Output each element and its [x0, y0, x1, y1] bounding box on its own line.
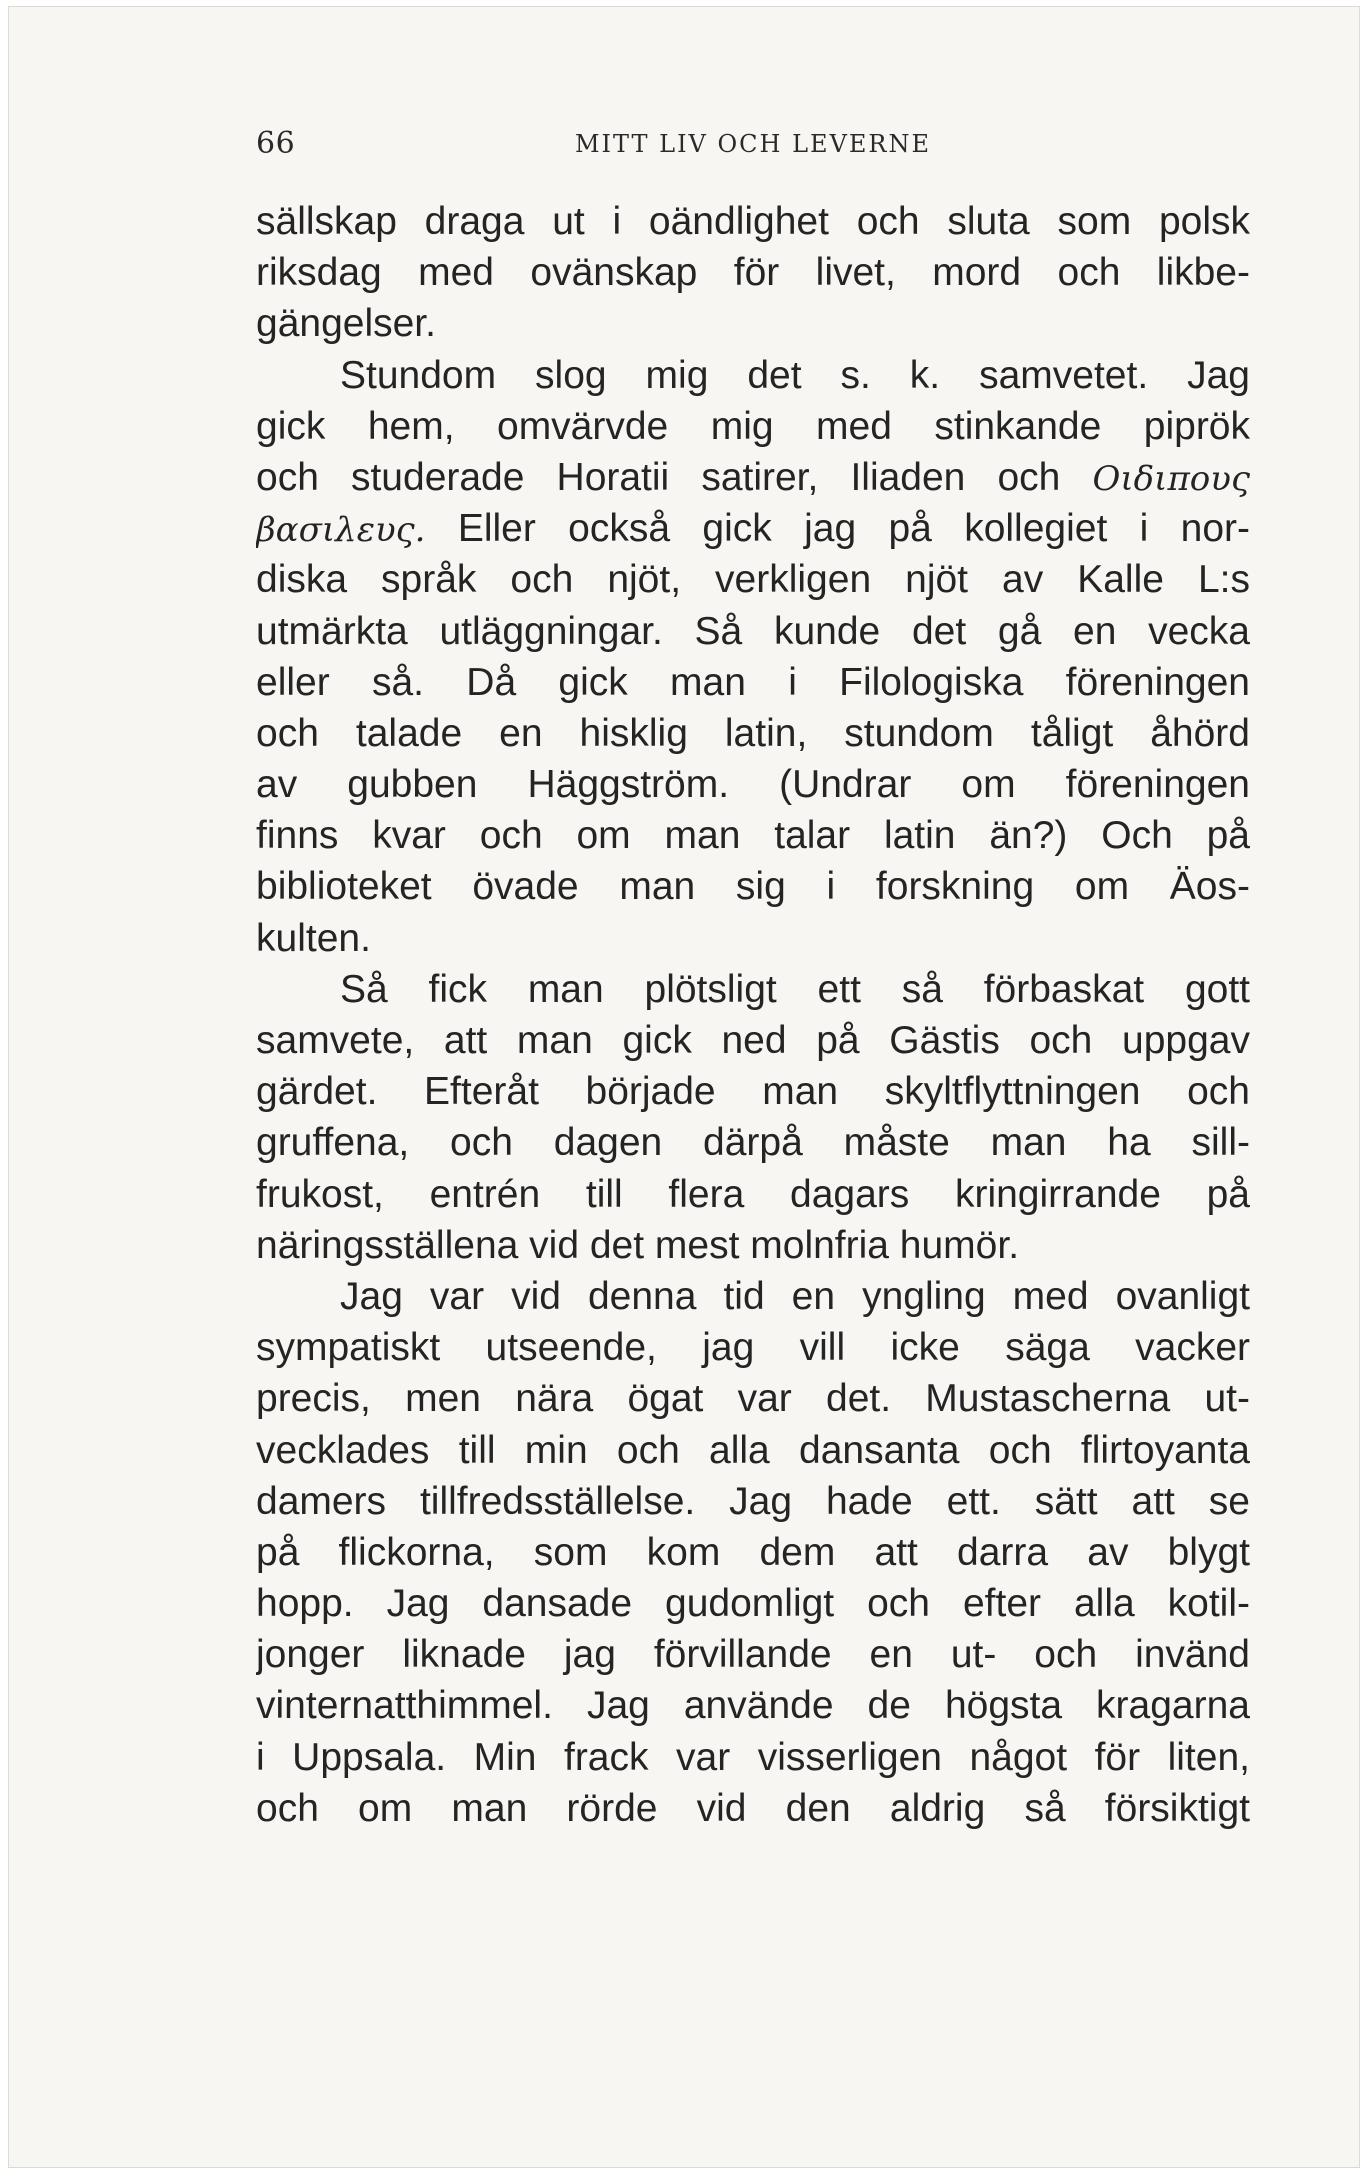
text-line: finns kvar och om man talar latin än?) Och på — [256, 814, 1250, 858]
text-line: gruffena, och dagen därpå måste man ha sill- — [256, 1121, 1250, 1165]
page-header — [256, 126, 1250, 166]
text-line: damers tillfredsställelse. Jag hade ett. sätt att se — [256, 1479, 1250, 1523]
text-line: Jag var vid denna tid en yngling med ovanligt — [340, 1274, 1250, 1318]
running-head: MITT LIV OCH LEVERNE — [574, 130, 932, 158]
text-line: vecklades till min och alla dansanta och flirtoyanta — [256, 1428, 1250, 1472]
page-number: 66 — [256, 126, 296, 161]
text-line: i Uppsala. Min frack var visserligen något för liten, — [256, 1735, 1250, 1779]
text-line: av gubben Häggström. (Undrar om föreningen — [256, 763, 1250, 807]
text-line: gärdet. Efteråt började man skyltflyttningen och — [256, 1070, 1250, 1114]
text-line: gick hem, omvärvde mig med stinkande piprök — [256, 404, 1250, 448]
text-line: biblioteket övade man sig i forskning om Äos- — [256, 865, 1250, 909]
greek-title: βασιλευς. — [256, 510, 426, 551]
text-line: utmärkta utläggningar. Så kunde det gå en vecka — [256, 609, 1250, 653]
greek-title: Οιδιπους — [1092, 458, 1250, 499]
text-line: och talade en hisklig latin, stundom tåligt åhörd — [256, 711, 1250, 755]
text-line: kulten. — [256, 916, 371, 960]
text-line: sympatiskt utseende, jag vill icke säga vacker — [256, 1326, 1250, 1370]
text-line — [256, 452, 1250, 503]
text-line: Stundom slog mig det s. k. samvetet. Jag — [340, 353, 1250, 397]
text-line: näringsställena vid det mest molnfria humör. — [256, 1223, 1020, 1267]
text-line: Så fick man plötsligt ett så förbaskat gott — [340, 967, 1250, 1011]
text-line: sällskap draga ut i oändlighet och sluta som polsk — [256, 200, 1250, 243]
text-line: gängelser. — [256, 302, 436, 346]
text-line: precis, men nära ögat var det. Mustascherna ut- — [256, 1377, 1250, 1421]
text-line: samvete, att man gick ned på Gästis och uppgav — [256, 1019, 1250, 1062]
text-line: vinternatthimmel. Jag använde de högsta kragarna — [256, 1684, 1250, 1728]
text-segment: Eller också gick jag på kollegiet i nor- — [457, 507, 1250, 551]
text-line: riksdag med ovänskap för livet, mord och likbe- — [256, 251, 1250, 295]
text-line: frukost, entrén till flera dagars kringirrande på — [256, 1172, 1250, 1216]
text-line: och om man rörde vid den aldrig så försiktigt — [256, 1786, 1250, 1830]
text-line: jonger liknade jag förvillande en ut- och invänd — [256, 1633, 1250, 1677]
text-line: diska språk och njöt, verkligen njöt av Kalle L:s — [256, 558, 1250, 602]
text-segment: och studerade Horatii satirer, Iliaden och — [256, 455, 1061, 499]
body-text — [256, 196, 1250, 1834]
text-line: hopp. Jag dansade gudomligt och efter alla kotil- — [256, 1582, 1250, 1626]
text-line — [256, 503, 1250, 554]
text-line: eller så. Då gick man i Filologiska föreningen — [256, 660, 1250, 704]
text-line: på flickorna, som kom dem att darra av blygt — [256, 1530, 1250, 1574]
